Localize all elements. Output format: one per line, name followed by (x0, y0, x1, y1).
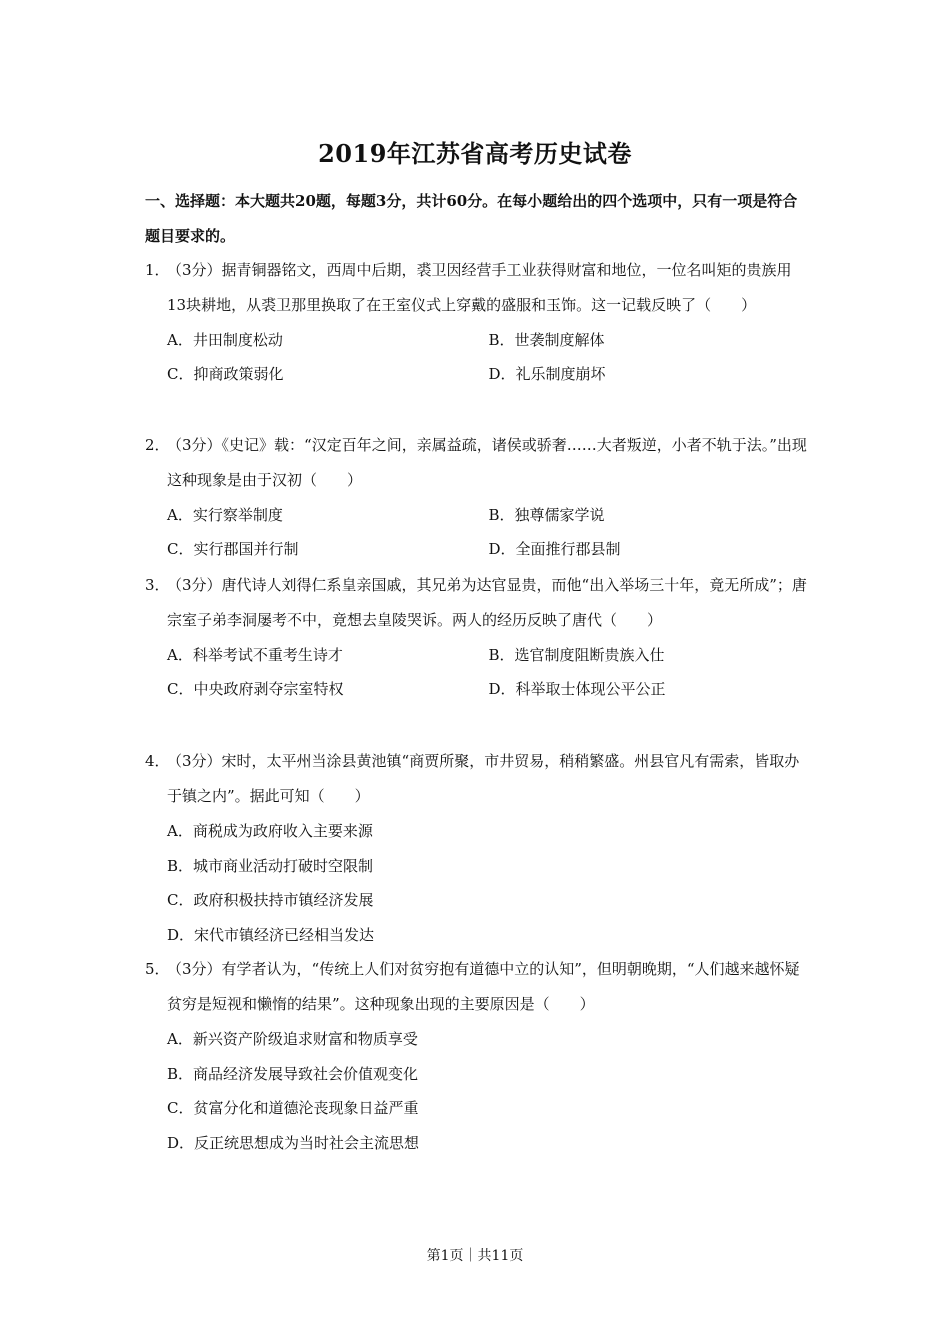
question-number: 5． (145, 960, 170, 978)
page-title: 2019年江苏省高考历史试卷 (318, 139, 632, 168)
option-d: D．礼乐制度崩坏 (488, 365, 606, 383)
option-a: A．井田制度松动 (167, 331, 283, 349)
option-b: B．世袭制度解体 (488, 331, 605, 349)
option-d: D．反正统思想成为当时社会主流思想 (167, 1133, 420, 1152)
options (167, 498, 810, 566)
question-5 (145, 952, 810, 1160)
section-heading: 一、选择题：本大题共20题，每题3分，共计60分。在每小题给出的四个选项中，只有一项是符合题目要求的。 (145, 192, 798, 245)
question-number: 3． (145, 576, 170, 594)
question-stem: （3分）据青铜器铭文，西周中后期，裘卫因经营手工业获得财富和地位，一位名叫矩的贵族用13块耕地，从裘卫那里换取了在王室仪式上穿戴的盛服和玉饰。这一记载反映了（ ） (167, 261, 792, 314)
page-footer: 第1页｜共11页 (426, 1248, 524, 1264)
option-d: D．全面推行郡县制 (488, 540, 621, 558)
option-c: C．政府积极扶持市镇经济发展 (167, 891, 374, 909)
question-3 (145, 568, 810, 706)
option-c: C．实行郡国并行制 (167, 540, 299, 558)
option-b: B．选官制度阻断贵族入仕 (488, 646, 665, 664)
option-c: C．中央政府剥夺宗室特权 (167, 680, 344, 698)
option-c: C．抑商政策弱化 (167, 365, 284, 383)
question-number: 4． (145, 752, 170, 770)
option-b: B．独尊儒家学说 (488, 506, 605, 524)
options (167, 814, 810, 952)
option-b: B．商品经济发展导致社会价值观变化 (167, 1064, 419, 1083)
options (167, 638, 810, 706)
option-a: A．商税成为政府收入主要来源 (167, 822, 373, 840)
question-stem: （3分）有学者认为，“传统上人们对贫穷抱有道德中立的认知”，但明朝晚期，“人们越来越怀疑贫穷是短视和懒惰的结果”。这种现象出现的主要原因是（ ） (167, 960, 800, 1013)
option-c: C．贫富分化和道德沦丧现象日益严重 (167, 1099, 419, 1117)
option-b: B．城市商业活动打破时空限制 (167, 856, 374, 875)
question-1 (145, 253, 810, 391)
question-stem: （3分）宋时，太平州当涂县黄池镇“商贾所聚，市井贸易，稍稍繁盛。州县官凡有需索，皆取办于镇之内”。据此可知（ ） (167, 752, 800, 805)
question-stem: （3分）唐代诗人刘得仁系皇亲国戚，其兄弟为达官显贵，而他“出入举场三十年，竟无所成”；唐宗室子弟李洞屡考不中，竟想去皇陵哭诉。两人的经历反映了唐代（ ） (167, 576, 807, 629)
question-stem: （3分）《史记》载：“汉定百年之间，亲属益疏，诸侯或骄奢……大者叛逆，小者不轨于法。”出现这种现象是由于汉初（ ） (167, 436, 807, 489)
question-2 (145, 428, 810, 566)
option-d: D．科举取士体现公平公正 (488, 680, 666, 698)
question-number: 1． (145, 261, 170, 279)
option-d: D．宋代市镇经济已经相当发达 (167, 925, 375, 944)
options (167, 323, 810, 391)
option-a: A．实行察举制度 (167, 506, 283, 524)
option-a: A．新兴资产阶级追求财富和物质享受 (167, 1030, 418, 1048)
question-number: 2． (145, 436, 170, 454)
option-a: A．科举考试不重考生诗才 (167, 646, 343, 664)
question-4 (145, 744, 810, 952)
options (167, 1022, 810, 1160)
